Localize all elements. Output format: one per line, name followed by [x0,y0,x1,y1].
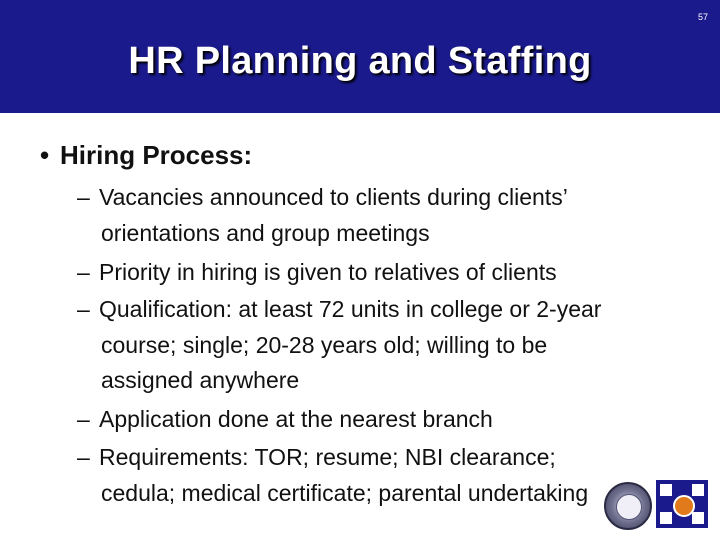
item-continuation: orientations and group meetings [101,220,430,246]
bullet-label: Hiring Process: [60,140,253,170]
item-text: Application done at the nearest branch [99,406,493,432]
item-text: Vacancies announced to clients during clients’ [99,184,568,210]
dash-marker: – [77,296,90,322]
seal-center [616,494,642,520]
dash-marker: – [77,184,90,210]
logo-center-circle [673,495,695,517]
organization-logo-icon [656,480,708,528]
slide-header [0,0,720,113]
page-number: 57 [697,12,708,22]
seal-icon [604,482,652,530]
bullet-marker: • [40,140,50,170]
item-text: Priority in hiring is given to relatives of clients [99,259,557,285]
list-item [77,259,557,286]
list-item [77,406,493,433]
logo-tile [660,512,672,524]
header-divider [0,113,720,116]
slide-title: HR Planning and Staffing [128,40,592,82]
item-text: Qualification: at least 72 units in college or 2-year [99,296,602,322]
logo-tile [692,512,704,524]
dash-marker: – [77,444,90,470]
item-continuation: assigned anywhere [101,367,300,393]
logo-tile [692,484,704,496]
item-text: Requirements: TOR; resume; NBI clearance; [99,444,556,470]
list-item [77,184,568,211]
item-continuation: course; single; 20-28 years old; willing to be [101,332,548,358]
main-bullet [40,140,252,171]
list-item [77,444,556,471]
item-continuation: cedula; medical certificate; parental undertaking [101,480,589,506]
dash-marker: – [77,259,90,285]
logo-tile [660,484,672,496]
list-item [77,296,601,323]
dash-marker: – [77,406,90,432]
